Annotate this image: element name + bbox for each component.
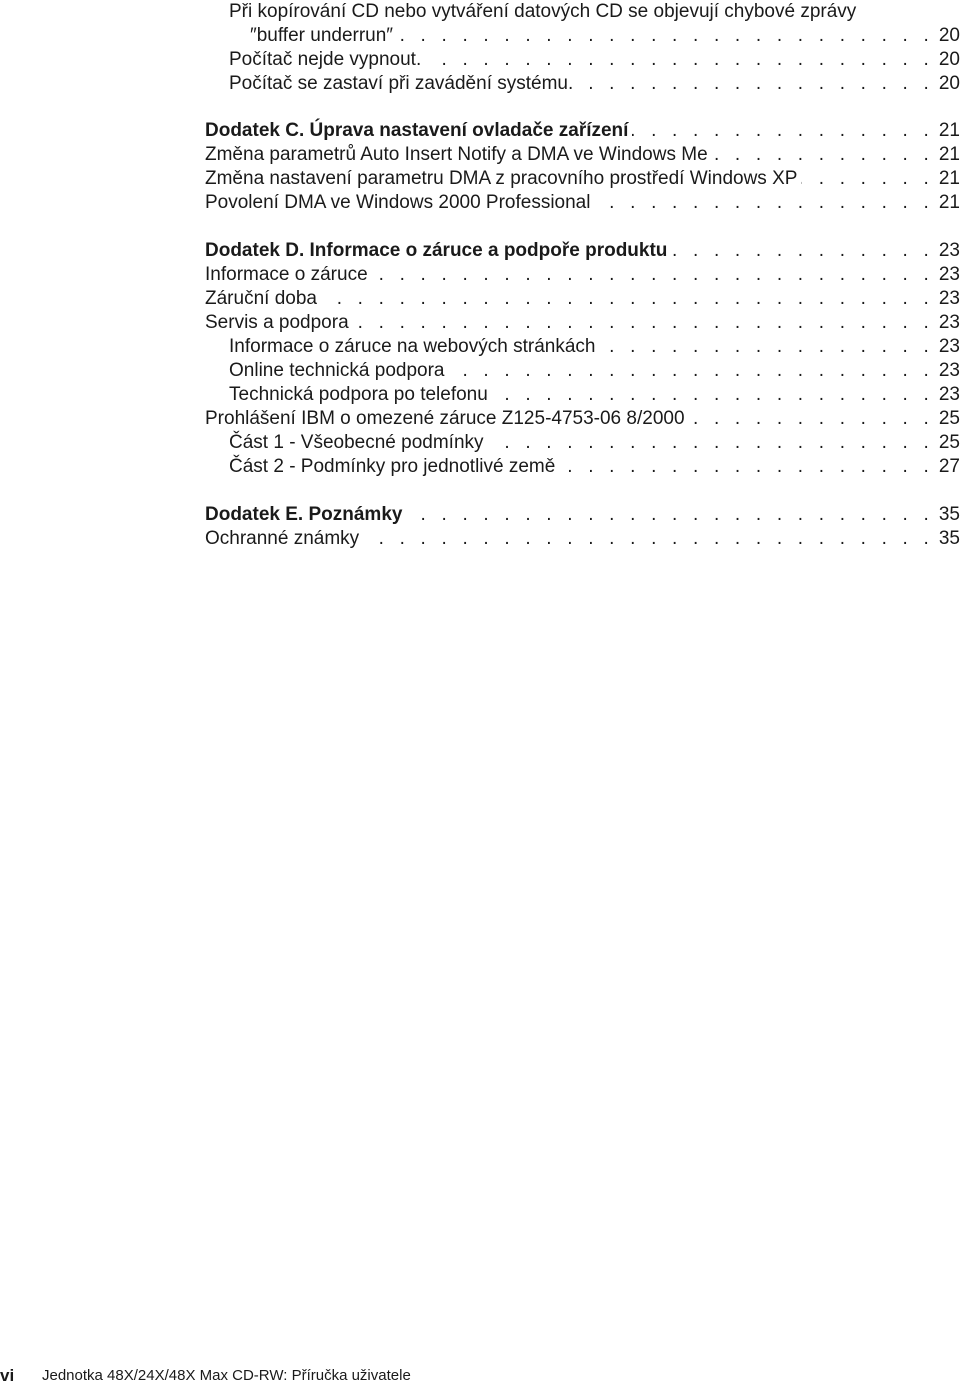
toc-entry-title: Povolení DMA ve Windows 2000 Professional [205, 192, 591, 213]
dot-leader [559, 455, 934, 479]
toc-page-number: 21 [938, 144, 960, 165]
toc-page-number: 21 [938, 192, 960, 213]
dot-leader [406, 503, 934, 527]
toc-entry[interactable] [0, 72, 960, 96]
toc-appendix-e[interactable] [0, 503, 960, 527]
toc-entry[interactable] [0, 287, 960, 311]
toc-page-number: 20 [938, 25, 960, 46]
dot-leader [488, 431, 934, 455]
footer-document-title: Jednotka 48X/24X/48X Max CD-RW: Příručka uživatele [42, 1367, 411, 1384]
toc-entry-title: Část 1 - Všeobecné podmínky [229, 432, 484, 453]
footer-page-number: vi [0, 1366, 15, 1385]
toc-entry-title: Informace o záruce na webových stránkách [229, 336, 596, 357]
toc-entry-title: ″buffer underrun″ [250, 25, 394, 46]
toc-entry[interactable] [0, 455, 960, 479]
dot-leader [448, 359, 934, 383]
toc-entry[interactable] [0, 407, 960, 431]
toc-entry-title: Ochranné známky [205, 528, 360, 549]
toc-entry-title: Informace o záruce [205, 264, 368, 285]
toc-page-number: 23 [938, 288, 960, 309]
toc-entry-title: Technická podpora po telefonu [229, 384, 488, 405]
page-footer [0, 1366, 960, 1386]
toc-entry-title: Změna parametrů Auto Insert Notify a DMA ve Windows Me [205, 144, 708, 165]
toc-page-number: 23 [938, 336, 960, 357]
toc-page-number: 25 [938, 408, 960, 429]
toc-page-number: 35 [938, 504, 960, 525]
toc-page-number: 20 [938, 49, 960, 70]
toc-page-number: 23 [938, 312, 960, 333]
toc-page-number: 20 [938, 73, 960, 94]
toc-appendix-title: Dodatek D. Informace o záruce a podpoře produktu [205, 240, 668, 261]
dot-leader [599, 335, 934, 359]
toc-entry[interactable] [0, 191, 960, 215]
toc-entry[interactable] [0, 359, 960, 383]
toc-entry-title: Počítač se zastaví při zavádění systému. [229, 73, 574, 94]
toc-entry[interactable] [0, 143, 960, 167]
toc-page-number: 23 [938, 384, 960, 405]
toc-entry-title: Online technická podpora [229, 360, 445, 381]
toc-page-number: 25 [938, 432, 960, 453]
toc-entry-title: Záruční doba [205, 288, 317, 309]
toc-page-number: 35 [938, 528, 960, 549]
dot-leader [353, 311, 934, 335]
dot-leader [577, 72, 934, 96]
toc-entry-title: Prohlášení IBM o omezené záruce Z125-4753-06 8/2000 [205, 408, 685, 429]
toc-page-number: 21 [938, 120, 960, 141]
dot-leader [632, 119, 934, 143]
toc-page-number: 23 [938, 360, 960, 381]
toc-appendix-title: Dodatek C. Úprava nastavení ovladače zařízení [205, 120, 629, 141]
toc-entry[interactable] [0, 527, 960, 551]
toc-entry[interactable] [0, 263, 960, 287]
dot-leader [594, 191, 934, 215]
toc-entry-title: Část 2 - Podmínky pro jednotlivé země [229, 456, 556, 477]
toc-page-number: 27 [938, 456, 960, 477]
dot-leader [321, 287, 934, 311]
dot-leader [671, 239, 934, 263]
dot-leader [363, 527, 934, 551]
dot-leader [492, 383, 934, 407]
dot-leader [425, 48, 934, 72]
toc-entry[interactable] [0, 48, 960, 72]
toc-entry[interactable] [0, 431, 960, 455]
toc-page-number: 21 [938, 168, 960, 189]
toc-entry[interactable] [0, 311, 960, 335]
toc-appendix-d[interactable] [0, 239, 960, 263]
toc-appendix-title: Dodatek E. Poznámky [205, 504, 403, 525]
toc-page-number: 23 [938, 264, 960, 285]
dot-leader [397, 24, 934, 48]
dot-leader [712, 143, 934, 167]
dot-leader [801, 167, 934, 191]
toc-entry[interactable] [0, 383, 960, 407]
toc-appendix-c[interactable] [0, 119, 960, 143]
dot-leader [689, 407, 934, 431]
toc-page-number: 23 [938, 240, 960, 261]
toc-entry-title: Změna nastavení parametru DMA z pracovního prostředí Windows XP [205, 168, 798, 189]
dot-leader [372, 263, 934, 287]
toc-entry-text[interactable]: Při kopírování CD nebo vytváření datových CD se objevují chybové zprávy [229, 1, 857, 22]
toc-entry[interactable] [0, 335, 960, 359]
toc-entry[interactable] [0, 24, 960, 48]
toc-entry[interactable] [0, 167, 960, 191]
toc-entry-title: Počítač nejde vypnout. [229, 49, 422, 70]
toc-entry-title: Servis a podpora [205, 312, 349, 333]
